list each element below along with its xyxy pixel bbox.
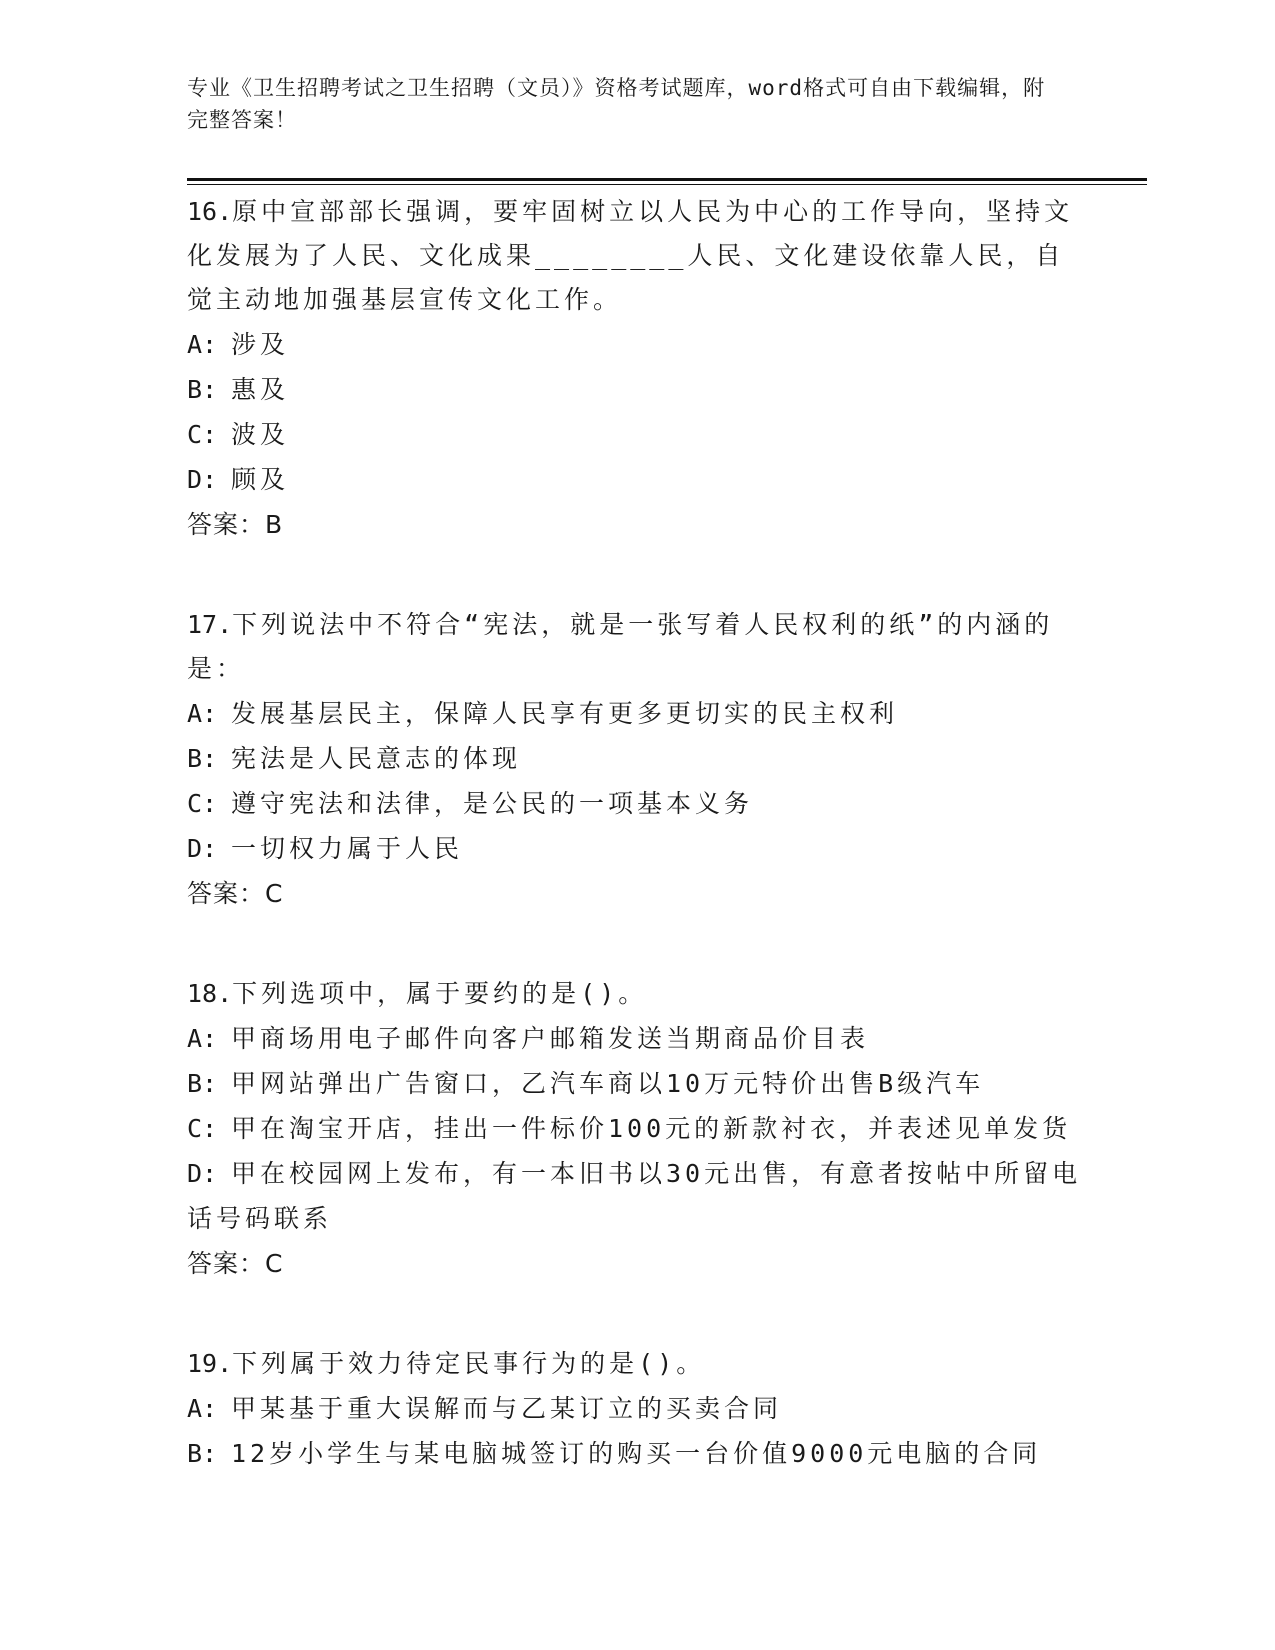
question-stem — [187, 603, 1087, 691]
option-c — [187, 412, 1087, 457]
option-key: C: — [187, 789, 218, 818]
header-rule-thick — [187, 178, 1147, 181]
option-a — [187, 322, 1087, 367]
question-text: 下列选项中，属于要约的是()。 — [232, 979, 648, 1008]
option-text: 遵守宪法和法律，是公民的一项基本义务 — [231, 789, 754, 818]
option-text: 甲网站弹出广告窗口，乙汽车商以10万元特价出售B级汽车 — [231, 1069, 985, 1098]
question-stem — [187, 1342, 1087, 1386]
option-d — [187, 457, 1087, 502]
question-number: 18. — [187, 979, 233, 1008]
option-key: D: — [187, 465, 218, 494]
answer-line: 答案：C — [187, 1249, 284, 1278]
option-key: A: — [187, 1394, 218, 1423]
option-key: B: — [187, 744, 218, 773]
option-text: 甲某基于重大误解而与乙某订立的买卖合同 — [231, 1394, 783, 1423]
answer-line: 答案：C — [187, 879, 284, 908]
question-16 — [187, 190, 1087, 547]
question-text: 下列属于效力待定民事行为的是()。 — [232, 1349, 706, 1378]
option-key: D: — [187, 834, 218, 863]
option-a — [187, 691, 1087, 736]
option-c — [187, 1106, 1087, 1151]
option-key: B: — [187, 1439, 218, 1468]
option-text: 甲商场用电子邮件向客户邮箱发送当期商品价目表 — [231, 1024, 870, 1053]
header-rule-thin — [187, 184, 1147, 185]
option-key: B: — [187, 1069, 218, 1098]
option-a — [187, 1016, 1087, 1061]
option-text: 甲在淘宝开店，挂出一件标价100元的新款衬衣，并表述见单发货 — [231, 1114, 1072, 1143]
option-key: C: — [187, 1114, 218, 1143]
option-key: A: — [187, 699, 218, 728]
option-key: D: — [187, 1159, 218, 1188]
option-text: 涉及 — [231, 330, 290, 359]
option-text: 甲在校园网上发布，有一本旧书以30元出售，有意者按帖中所留电话号码联系 — [187, 1159, 1082, 1233]
question-number: 19. — [187, 1349, 233, 1378]
question-number: 16. — [187, 197, 233, 226]
option-c — [187, 781, 1087, 826]
option-key: A: — [187, 330, 218, 359]
option-text: 12岁小学生与某电脑城签订的购买一台价值9000元电脑的合同 — [231, 1439, 1042, 1468]
option-text: 顾及 — [231, 465, 290, 494]
option-text: 惠及 — [231, 375, 290, 404]
option-d — [187, 1151, 1087, 1241]
document-header: 专业《卫生招聘考试之卫生招聘（文员）》资格考试题库，word格式可自由下载编辑，附完整答案！ — [187, 76, 1046, 132]
question-number: 17. — [187, 610, 233, 639]
question-list — [187, 190, 1087, 1532]
option-a — [187, 1386, 1087, 1431]
question-19 — [187, 1342, 1087, 1476]
question-18 — [187, 972, 1087, 1286]
option-b — [187, 1061, 1087, 1106]
option-key: A: — [187, 1024, 218, 1053]
option-text: 发展基层民主，保障人民享有更多更切实的民主权利 — [231, 699, 899, 728]
question-stem — [187, 190, 1087, 322]
option-b — [187, 736, 1087, 781]
question-17 — [187, 603, 1087, 916]
option-key: C: — [187, 420, 218, 449]
question-text: 原中宣部部长强调，要牢固树立以人民为中心的工作导向，坚持文化发展为了人民、文化成果________人民、文化建设依靠人民，自觉主动地加强基层宣传文化工作。 — [187, 197, 1074, 314]
question-stem — [187, 972, 1087, 1016]
option-b — [187, 1431, 1087, 1476]
answer-line: 答案：B — [187, 510, 284, 539]
option-key: B: — [187, 375, 218, 404]
option-d — [187, 826, 1087, 871]
option-text: 一切权力属于人民 — [231, 834, 464, 863]
option-b — [187, 367, 1087, 412]
option-text: 宪法是人民意志的体现 — [231, 744, 522, 773]
question-text: 下列说法中不符合“宪法，就是一张写着人民权利的纸”的内涵的是： — [187, 610, 1054, 683]
option-text: 波及 — [231, 420, 290, 449]
